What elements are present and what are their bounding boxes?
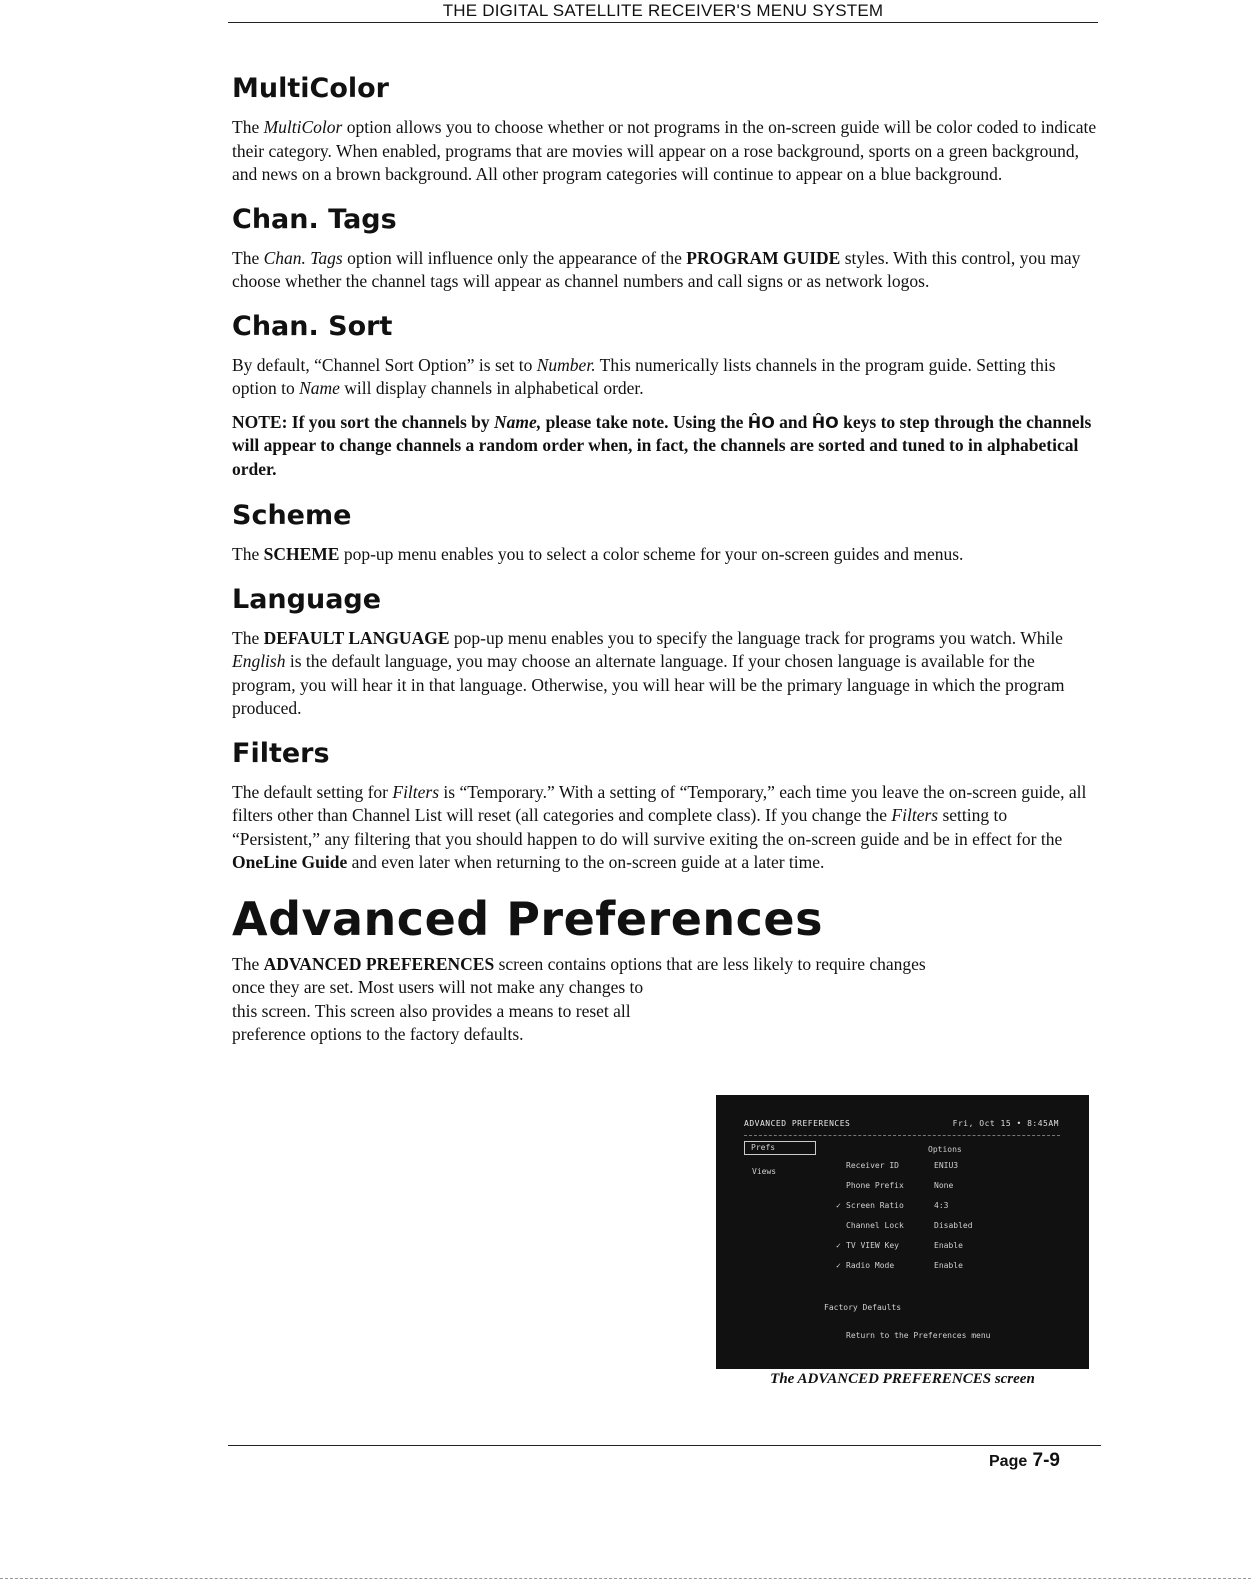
figure-factory-defaults: Factory Defaults bbox=[824, 1303, 902, 1312]
advanced-intro: The ADVANCED PREFERENCES screen contains options that are less likely to require changes bbox=[232, 953, 926, 974]
footer-rule bbox=[228, 1445, 1101, 1446]
advanced-preferences-heading: Advanced Preferences bbox=[232, 891, 823, 946]
check-icon: ✓ bbox=[836, 1261, 841, 1270]
figure-time: Fri, Oct 15 • 8:45AM bbox=[952, 1119, 1059, 1128]
figure-options-label: Options bbox=[928, 1145, 962, 1154]
figure-tab-prefs: Prefs bbox=[744, 1141, 816, 1155]
multicolor-paragraph: The MultiColor option allows you to choose whether or not programs in the on-screen guide will be color coded to indicate their category. When enabled, programs that are movies will appear on a rose background, sports on a green background, and news on a brown background. All other program categories will continue to appear on a blue background. bbox=[232, 117, 1097, 184]
check-icon: ✓ bbox=[836, 1241, 841, 1250]
figure-row: Receiver ID ENIU3 bbox=[846, 1161, 959, 1170]
figure-caption: The ADVANCED PREFERENCES screen bbox=[770, 1371, 1035, 1387]
advanced-body: once they are set. Most users will not make any changes to this screen. This screen also provides a means to reset all preference options to the factory defaults. bbox=[232, 977, 644, 1044]
scheme-heading: Scheme bbox=[232, 500, 352, 531]
running-head: THE DIGITAL SATELLITE RECEIVER'S MENU SYSTEM bbox=[228, 0, 1098, 23]
filters-heading: Filters bbox=[232, 737, 330, 769]
scheme-paragraph: The SCHEME pop-up menu enables you to select a color scheme for your on-screen guides and menus. bbox=[232, 544, 964, 564]
chan-sort-note: NOTE: If you sort the channels by Name, please take note. Using the ĤO and ĤO keys to step through the channels will appear to change channels a random order when, in fact, the channels are sorted and tuned to in alphabetical order. bbox=[232, 411, 1092, 479]
figure-return-link: Return to the Preferences menu bbox=[846, 1331, 991, 1340]
language-paragraph: The DEFAULT LANGUAGE pop-up menu enables you to specify the language track for programs you watch. While English is the default language, you may choose an alternate language. If your chosen language is available for the program, you will hear it in that language. Otherwise, you will hear will be the primary language in which the program produced. bbox=[232, 627, 1065, 718]
check-icon: ✓ bbox=[836, 1201, 841, 1210]
chan-tags-paragraph: The Chan. Tags option will influence only the appearance of the PROGRAM GUIDE styles. With this control, you may choose whether the channel tags will appear as channel numbers and call signs or as network logos. bbox=[232, 247, 1081, 291]
channel-down-key-icon: ĤO bbox=[811, 412, 839, 432]
chan-tags-heading: Chan. Tags bbox=[232, 203, 397, 235]
filters-paragraph: The default setting for Filters is “Temporary.” With a setting of “Temporary,” each time you leave the on-screen guide, all filters other than Channel List will reset (all categories and complete class). If you change the Filters setting to “Persistent,” any filtering that you should happen to do will survive exiting the on-screen guide and be in effect for the OneLine Guide and even later when returning to the on-screen guide at a later time. bbox=[232, 781, 1087, 872]
figure-row: ✓ Screen Ratio 4:3 bbox=[836, 1201, 949, 1210]
figure-divider bbox=[744, 1135, 1060, 1136]
figure-title: ADVANCED PREFERENCES bbox=[744, 1119, 851, 1128]
figure-row: ✓ Radio Mode Enable bbox=[836, 1261, 963, 1270]
chan-sort-paragraph: By default, “Channel Sort Option” is set to Number. This numerically lists channels in the program guide. Setting this option to Name will display channels in alphabetical order. bbox=[232, 354, 1056, 398]
page-number: Page 7-9 bbox=[989, 1450, 1060, 1471]
advanced-preferences-screenshot bbox=[716, 1095, 1089, 1369]
channel-up-key-icon: ĤO bbox=[747, 412, 775, 432]
chan-sort-heading: Chan. Sort bbox=[232, 310, 393, 342]
figure-row: Phone Prefix None bbox=[846, 1181, 954, 1190]
page-content bbox=[232, 72, 1098, 1047]
figure-row: ✓ TV VIEW Key Enable bbox=[836, 1241, 963, 1250]
figure-tab-views: Views bbox=[752, 1167, 777, 1176]
figure-row: Channel Lock Disabled bbox=[846, 1221, 973, 1230]
language-heading: Language bbox=[232, 583, 382, 615]
scan-edge bbox=[0, 1578, 1251, 1579]
multicolor-heading: MultiColor bbox=[232, 73, 389, 104]
